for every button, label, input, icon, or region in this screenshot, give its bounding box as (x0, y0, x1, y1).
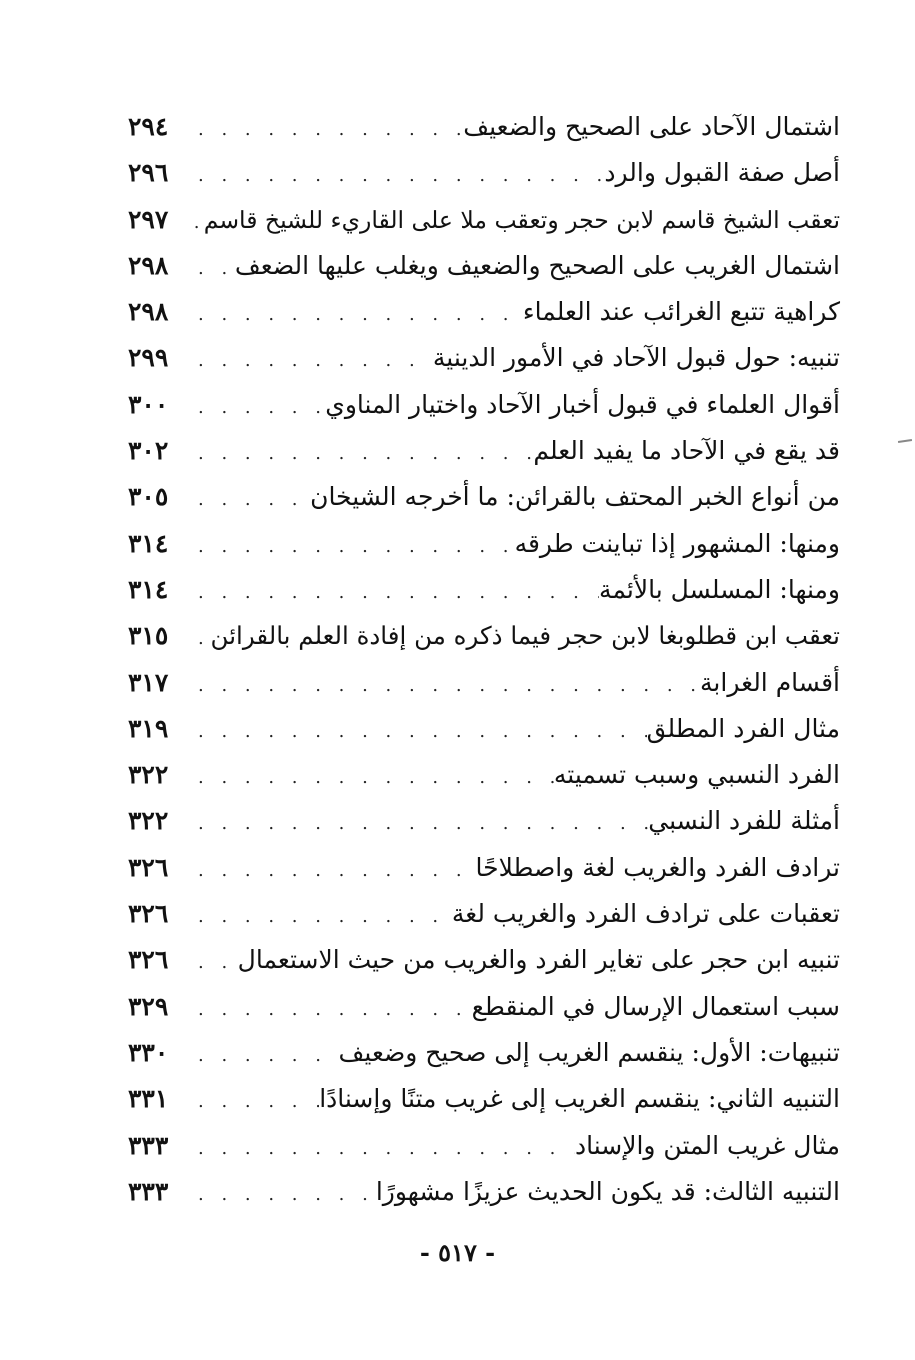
toc-entry-title: التنبيه الثالث: قد يكون الحديث عزيزًا مشهورًا (375, 1176, 840, 1206)
dot-leader (188, 709, 647, 755)
toc-entry (128, 1123, 840, 1169)
toc-entry-title: أقوال العلماء في قبول أخبار الآحاد واختيار المناوي (325, 389, 840, 419)
dot-leader (188, 431, 533, 477)
toc-entry-page: ٣٣٣ (128, 1130, 169, 1160)
toc-entry-title: تعقب الشيخ قاسم لابن حجر وتعقب ملا على القاريء للشيخ قاسم (203, 205, 840, 234)
toc-entry-page: ٣٢٦ (128, 945, 169, 975)
toc-entry-title: مثال غريب المتن والإسناد (574, 1130, 840, 1160)
toc-entry (128, 798, 840, 844)
toc-entry-page: ٣٠٢ (128, 436, 169, 466)
toc-entry-page: ٣٣١ (128, 1084, 169, 1114)
toc-entry-page: ٢٩٨ (128, 250, 169, 280)
toc-entry (128, 335, 840, 381)
toc-entry-title: تنبيهات: الأول: ينقسم الغريب إلى صحيح وضعيف (338, 1037, 840, 1067)
toc-entry-title: أقسام الغرابة (700, 667, 840, 697)
toc-entry-title: تعقب ابن قطلوبغا لابن حجر فيما ذكره من إفادة العلم بالقرائن (210, 621, 840, 651)
dot-leader (188, 894, 452, 940)
dot-leader (188, 246, 235, 292)
toc-entry-title: قد يقع في الآحاد ما يفيد العلم (533, 436, 840, 466)
table-of-contents (128, 104, 840, 1215)
toc-entry (128, 104, 840, 150)
toc-entry-page: ٣٣٣ (128, 1176, 169, 1206)
toc-entry-page: ٢٩٨ (128, 297, 169, 327)
dot-leader (188, 801, 648, 847)
dot-leader (188, 338, 433, 384)
dot-leader (188, 616, 211, 662)
toc-entry-page: ٢٩٧ (128, 204, 169, 234)
dot-leader (188, 385, 325, 431)
toc-entry (128, 984, 840, 1030)
toc-entry-title: اشتمال الغريب على الصحيح والضعيف ويغلب عليها الضعف (234, 250, 840, 280)
toc-entry (128, 891, 840, 937)
dot-leader (188, 153, 604, 199)
dot-leader (188, 755, 554, 801)
toc-entry (128, 567, 840, 613)
toc-entry-title: تنبيه: حول قبول الآحاد في الأمور الدينية (432, 343, 840, 373)
toc-entry-page: ٢٩٩ (128, 343, 169, 373)
toc-entry-page: ٣٢٩ (128, 991, 169, 1021)
dot-leader (188, 1033, 339, 1079)
toc-entry-page: ٣٢٦ (128, 899, 169, 929)
dot-leader (188, 1126, 575, 1172)
toc-entry-page: ٣٠٠ (128, 389, 169, 419)
toc-entry (128, 1076, 840, 1122)
dot-leader (188, 477, 310, 523)
toc-entry-page: ٢٩٤ (128, 112, 169, 141)
toc-entry-title: التنبيه الثاني: ينقسم الغريب إلى غريب متنًا وإسنادًا (319, 1084, 840, 1114)
toc-entry-title: من أنواع الخبر المحتف بالقرائن: ما أخرجه الشيخان (310, 482, 840, 512)
toc-entry (128, 382, 840, 428)
toc-entry-title: ومنها: المشهور إذا تباينت طرقه (514, 528, 840, 558)
dot-leader (188, 1079, 319, 1125)
toc-entry (128, 1030, 840, 1076)
toc-entry-title: أصل صفة القبول والرد (604, 158, 840, 188)
toc-entry-page: ٣١٤ (128, 574, 169, 604)
dot-leader (184, 200, 204, 246)
toc-entry (128, 1169, 840, 1215)
toc-entry (128, 150, 840, 196)
dot-leader (188, 848, 476, 894)
toc-entry-page: ٣١٤ (128, 528, 169, 558)
toc-entry (128, 243, 840, 289)
toc-entry-page: ٢٩٦ (128, 158, 169, 188)
dot-leader (188, 1172, 376, 1218)
toc-entry-page: ٣٣٠ (128, 1037, 169, 1067)
toc-entry-page: ٣١٥ (128, 621, 169, 651)
dot-leader (188, 524, 515, 570)
toc-entry-title: مثال الفرد المطلق (646, 713, 840, 743)
dot-leader (188, 940, 238, 986)
dot-leader (188, 987, 472, 1033)
toc-entry-title: كراهية تتبع الغرائب عند العلماء (522, 297, 840, 327)
toc-entry (128, 706, 840, 752)
toc-entry-page: ٣٢٦ (128, 852, 169, 882)
toc-entry-page: ٣١٩ (128, 713, 169, 743)
toc-entry-title: سبب استعمال الإرسال في المنقطع (471, 991, 840, 1021)
toc-entry-page: ٣٢٢ (128, 806, 169, 836)
page-footer-number: - ٥١٧ - (419, 1238, 496, 1267)
toc-entry (128, 289, 840, 335)
toc-entry (128, 197, 840, 243)
toc-entry (128, 937, 840, 983)
toc-entry (128, 660, 840, 706)
toc-entry-title: الفرد النسبي وسبب تسميته (553, 760, 840, 790)
dot-leader (188, 663, 700, 709)
toc-entry (128, 845, 840, 891)
dot-leader (188, 570, 599, 616)
margin-mark (898, 439, 912, 443)
toc-entry (128, 474, 840, 520)
toc-entry-title: تعقبات على ترادف الفرد والغريب لغة (451, 899, 840, 929)
dot-leader (188, 292, 523, 338)
toc-entry (128, 428, 840, 474)
toc-entry-title: تنبيه ابن حجر على تغاير الفرد والغريب من حيث الاستعمال (237, 945, 840, 975)
toc-entry-title: ترادف الفرد والغريب لغة واصطلاحًا (475, 852, 840, 882)
toc-entry (128, 521, 840, 567)
toc-entry (128, 613, 840, 659)
toc-entry (128, 752, 840, 798)
toc-entry-title: ومنها: المسلسل بالأئمة (599, 574, 840, 604)
toc-entry-page: ٣٢٢ (128, 760, 169, 790)
toc-entry-page: ٣٠٥ (128, 482, 169, 512)
toc-entry-title: اشتمال الآحاد على الصحيح والضعيف (463, 112, 840, 141)
toc-entry-page: ٣١٧ (128, 667, 169, 697)
toc-entry-title: أمثلة للفرد النسبي (648, 806, 840, 836)
dot-leader (188, 107, 463, 153)
